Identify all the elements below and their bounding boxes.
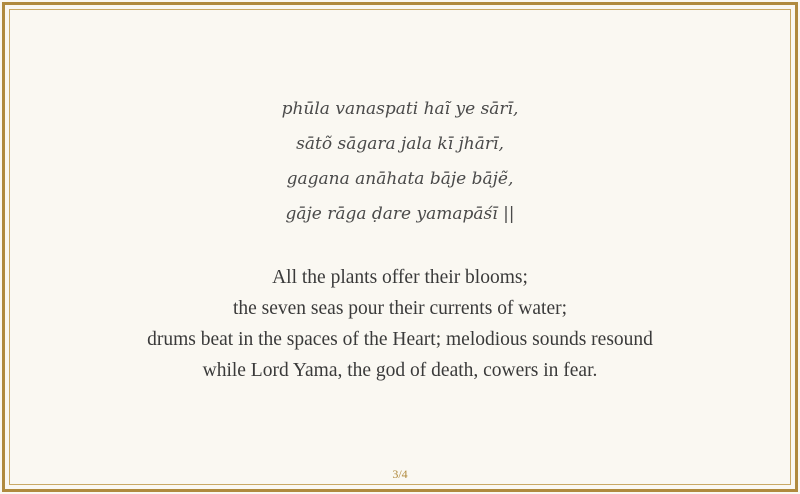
english-translation — [0, 262, 800, 386]
verse-line: sātõ sāgara jala kī jhārī, — [296, 134, 504, 154]
translation-line: drums beat in the spaces of the Heart; melodious sounds resound — [147, 329, 653, 350]
translation-line: All the plants offer their blooms; — [272, 267, 528, 288]
verse-line: gagana anāhata bāje bājẽ, — [286, 169, 514, 189]
translation-line: while Lord Yama, the god of death, cowers in fear. — [202, 360, 598, 381]
page-indicator: 3/4 — [392, 467, 408, 481]
transliterated-verse — [0, 92, 800, 232]
inner-border — [9, 9, 791, 485]
verse-line: phūla vanaspati haĩ ye sārī, — [281, 99, 519, 119]
verse-line: gāje rāga ḍare yamapāśī || — [285, 204, 515, 224]
translation-line: the seven seas pour their currents of water; — [232, 298, 568, 319]
